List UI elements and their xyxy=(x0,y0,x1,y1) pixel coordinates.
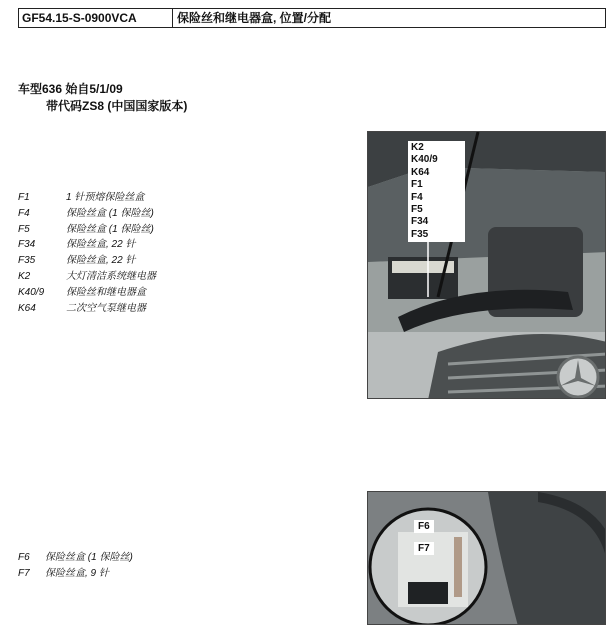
callout-label: F6 xyxy=(414,520,434,533)
legend-key: F5 xyxy=(18,223,30,235)
callout-label: F35 xyxy=(411,228,429,240)
document-code: GF54.15-S-0900VCA xyxy=(19,9,173,27)
legend-key: K40/9 xyxy=(18,286,45,298)
callout-label: F1 xyxy=(411,179,423,191)
legend-row xyxy=(18,237,156,253)
legend-row xyxy=(18,550,133,566)
callout-label: F4 xyxy=(411,191,423,203)
legend-desc: 保险丝盒, 22 针 xyxy=(66,255,136,267)
callout-label: K64 xyxy=(411,166,430,178)
legend-desc: 保险丝盒 (1 保险丝) xyxy=(66,223,154,235)
legend-key: F4 xyxy=(18,207,30,219)
legend-engine-bay xyxy=(18,190,156,316)
document-header xyxy=(18,8,606,28)
legend-interior xyxy=(18,550,133,582)
engine-bay-photo xyxy=(367,131,606,399)
callout-label: K40/9 xyxy=(411,154,438,166)
legend-row xyxy=(18,222,156,238)
interior-illustration xyxy=(368,492,606,625)
interior-photo xyxy=(367,491,606,625)
legend-key: F6 xyxy=(18,552,30,563)
legend-desc: 大灯清洁系统继电器 xyxy=(66,270,156,282)
legend-desc: 保险丝盒 (1 保险丝) xyxy=(66,207,154,219)
callout-label: F5 xyxy=(411,204,423,216)
document-title: 保险丝和继电器盒, 位置/分配 xyxy=(177,11,332,25)
legend-desc: 保险丝盒, 22 针 xyxy=(66,239,136,251)
legend-row xyxy=(18,190,156,206)
legend-desc: 保险丝和继电器盒 xyxy=(66,286,146,298)
legend-desc: 保险丝盒, 9 针 xyxy=(45,567,109,579)
callout-label: K2 xyxy=(411,142,424,153)
callout-label: F7 xyxy=(414,542,434,555)
model-line: 车型636 始自5/1/09 xyxy=(18,82,123,96)
model-code-line: 带代码ZS8 (中国国家版本) xyxy=(46,99,188,113)
legend-key: K64 xyxy=(18,302,36,314)
legend-row xyxy=(18,566,133,582)
legend-row xyxy=(18,269,156,285)
callout-label: F34 xyxy=(411,216,429,228)
legend-key: F35 xyxy=(18,255,36,267)
legend-row xyxy=(18,253,156,269)
legend-row xyxy=(18,285,156,301)
engine-bay-callouts xyxy=(408,141,465,242)
legend-key: F7 xyxy=(18,567,30,579)
engine-bay-illustration xyxy=(368,132,606,399)
legend-row xyxy=(18,301,156,317)
legend-desc: 1 针预熔保险丝盒 xyxy=(66,192,145,203)
legend-desc: 二次空气泵继电器 xyxy=(66,302,146,314)
legend-desc: 保险丝盒 (1 保险丝) xyxy=(45,552,133,563)
legend-key: F1 xyxy=(18,192,30,203)
legend-row xyxy=(18,206,156,222)
legend-key: K2 xyxy=(18,270,31,282)
legend-key: F34 xyxy=(18,239,36,251)
